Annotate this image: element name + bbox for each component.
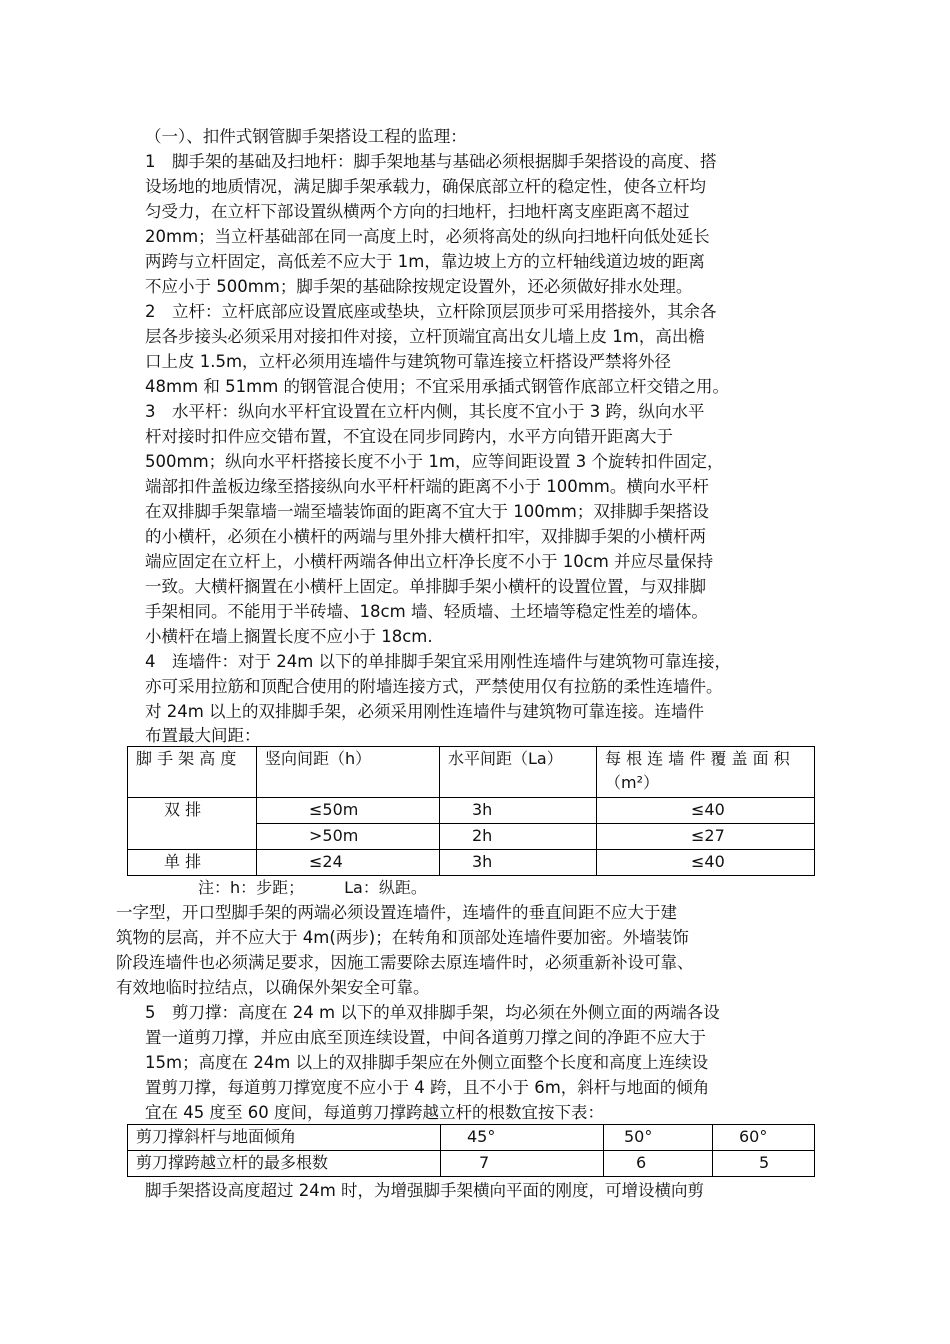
table-row [128, 850, 815, 876]
table-cell: 45° [441, 1125, 604, 1151]
table-header-cell: 水平间距（La） [440, 747, 597, 798]
para4-line: 对 24m 以上的双排脚手架，必须采用刚性连墙件与建筑物可靠连接。连墙件 [145, 702, 705, 721]
para1-line: 20mm；当立杆基础部在同一高度上时，必须将高处的纵向扫地杆向低处延长 [145, 227, 710, 246]
para3-line: 端部扣件盖板边缘至搭接纵向水平杆杆端的距离不小于 100mm。横向水平杆 [145, 477, 709, 496]
para4-line: 4 连墙件：对于 24m 以下的单排脚手架宜采用刚性连墙件与建筑物可靠连接， [145, 652, 732, 671]
table-cell: 3h [440, 850, 597, 876]
para3-line: 在双排脚手架靠墙一端至墙装饰面的距离不宜大于 100mm；双排脚手架搭设 [145, 502, 709, 521]
table-cell: ≤27 [597, 824, 815, 850]
para6-line: 置一道剪刀撑，并应由底至顶连续设置，中间各道剪刀撑之间的净距不应大于 [145, 1028, 706, 1047]
table-cell: 6 [604, 1151, 713, 1177]
table-cell: 5 [713, 1151, 815, 1177]
table-row [128, 1151, 815, 1177]
coverage-header-unit: （m²） [605, 773, 660, 792]
para3-line: 杆对接时扣件应交错布置，不宜设在同步同跨内，水平方向错开距离大于 [145, 427, 673, 446]
table-cell: 60° [713, 1125, 815, 1151]
table-cell: ≤40 [597, 850, 815, 876]
para5-line: 有效地临时拉结点，以确保外架安全可靠。 [116, 978, 430, 997]
para5-line: 一字型，开口型脚手架的两端必须设置连墙件，连墙件的垂直间距不应大于建 [116, 903, 677, 922]
para6-line: 15m；高度在 24m 以上的双排脚手架应在外侧立面整个长度和高度上连续设 [145, 1053, 709, 1072]
table-row [128, 1125, 815, 1151]
para3-line: 3 水平杆：纵向水平杆宜设置在立杆内侧，其长度不宜小于 3 跨，纵向水平 [145, 402, 705, 421]
table-cell: 剪刀撑跨越立杆的最多根数 [128, 1151, 441, 1177]
para1-line: 设场地的地质情况，满足脚手架承载力，确保底部立杆的稳定性，使各立杆均 [145, 177, 706, 196]
table-cell: 50° [604, 1125, 713, 1151]
para3-line: 的小横杆，必须在小横杆的两端与里外排大横杆扣牢，双排脚手架的小横杆两 [145, 527, 706, 546]
para2-line: 层各步接头必须采用对接扣件对接，立杆顶端宜高出女儿墙上皮 1m，高出檐 [145, 327, 705, 346]
table-cell: 2h [440, 824, 597, 850]
para3-line: 500mm；纵向水平杆搭接长度不小于 1m，应等间距设置 3 个旋转扣件固定， [145, 452, 724, 471]
scissor-brace-table [127, 1124, 815, 1177]
table-header-cell [597, 747, 815, 798]
table-note: 注：h：步距； La：纵距。 [198, 878, 427, 897]
coverage-header-text: 每 根 连 墙 件 覆 盖 面 积 [605, 749, 790, 768]
table-header-cell: 脚 手 架 高 度 [128, 747, 257, 798]
table-cell: ≤24 [257, 850, 440, 876]
wall-tie-spacing-table [127, 746, 815, 876]
para4-line: 布置最大间距： [145, 726, 261, 745]
para1-line: 两跨与立杆固定，高低差不应大于 1m，靠边坡上方的立杆轴线道边坡的距离 [145, 252, 705, 271]
table-cell: 7 [441, 1151, 604, 1177]
para6-line: 宜在 45 度至 60 度间，每道剪刀撑跨越立杆的根数宜按下表： [145, 1103, 604, 1122]
para1-line: 匀受力，在立杆下部设置纵横两个方向的扫地杆，扫地杆离支座距离不超过 [145, 202, 690, 221]
section-title: （一）、扣件式钢管脚手架搭设工程的监理： [145, 127, 467, 146]
table-cell: ≤40 [597, 798, 815, 824]
para5-line: 筑物的层高，并不应大于 4m(两步)；在转角和顶部处连墙件要加密。外墙装饰 [116, 928, 689, 947]
table-cell: >50m [257, 824, 440, 850]
para1-line: 1 脚手架的基础及扫地杆：脚手架地基与基础必须根据脚手架搭设的高度、搭 [145, 152, 717, 171]
para3-line: 端应固定在立杆上，小横杆两端各伸出立杆净长度不小于 10cm 并应尽量保持 [145, 552, 714, 571]
table-cell: 剪刀撑斜杆与地面倾角 [128, 1125, 441, 1151]
para2-line: 口上皮 1.5m，立杆必须用连墙件与建筑物可靠连接立杆搭设严禁将外径 [145, 352, 672, 371]
para4-line: 亦可采用拉筋和顶配合使用的附墙连接方式，严禁使用仅有拉筋的柔性连墙件。 [145, 677, 723, 696]
para3-line: 小横杆在墙上搁置长度不应小于 18cm. [145, 627, 433, 646]
table-cell: 3h [440, 798, 597, 824]
table-cell: ≤50m [257, 798, 440, 824]
para5-line: 阶段连墙件也必须满足要求，因施工需要除去原连墙件时，必须重新补设可靠、 [116, 953, 694, 972]
para1-line: 不应小于 500mm；脚手架的基础除按规定设置外，还必须做好排水处理。 [145, 277, 693, 296]
para6-line: 置剪刀撑，每道剪刀撑宽度不应小于 4 跨，且不小于 6m，斜杆与地面的倾角 [145, 1078, 710, 1097]
table-header-cell: 竖向间距（h） [257, 747, 440, 798]
table-cell: 单 排 [128, 850, 257, 876]
table-row [128, 747, 815, 798]
para6-line: 5 剪刀撑：高度在 24 m 以下的单双排脚手架，均必须在外侧立面的两端各设 [145, 1003, 720, 1022]
para2-line: 2 立杆：立杆底部应设置底座或垫块，立杆除顶层顶步可采用搭接外，其余各 [145, 302, 717, 321]
table-cell: 双 排 [128, 798, 257, 850]
table-row [128, 798, 815, 824]
para2-line: 48mm 和 51mm 的钢管混合使用；不宜采用承插式钢管作底部立杆交错之用。 [145, 377, 730, 396]
para3-line: 一致。大横杆搁置在小横杆上固定。单排脚手架小横杆的设置位置，与双排脚 [145, 577, 706, 596]
para3-line: 手架相同。不能用于半砖墙、18cm 墙、轻质墙、土坯墙等稳定性差的墙体。 [145, 602, 708, 621]
para7-line: 脚手架搭设高度超过 24m 时，为增强脚手架横向平面的刚度，可增设横向剪 [145, 1181, 705, 1200]
